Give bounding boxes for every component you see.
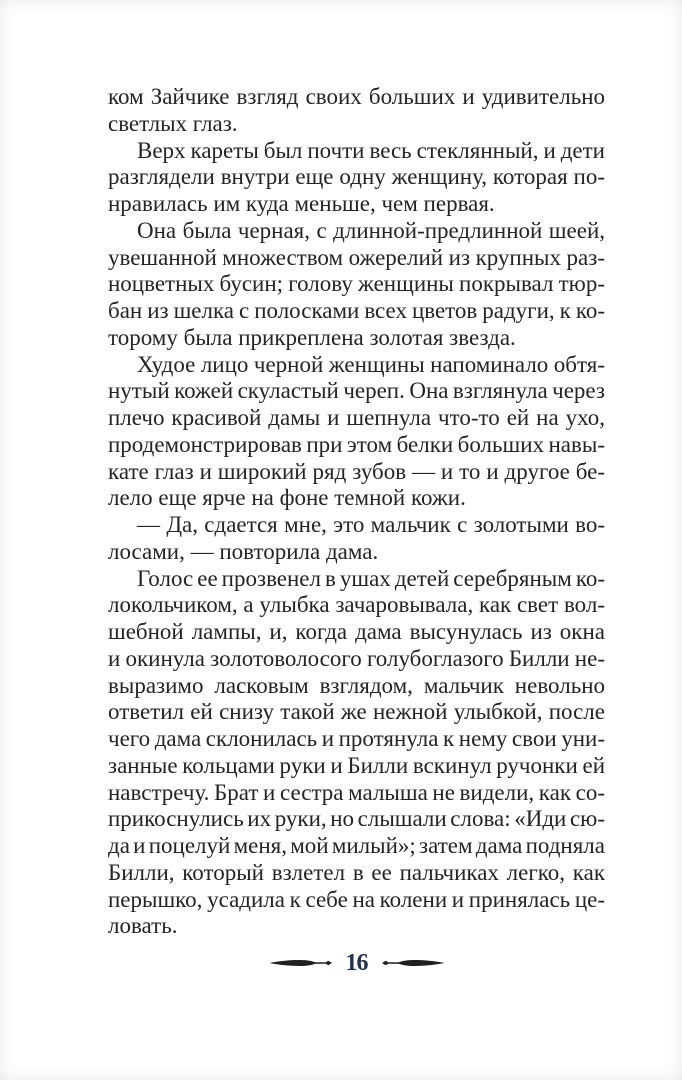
text-line: лосами, — повторила дама. (108, 538, 379, 564)
paragraph (108, 218, 605, 352)
paragraph (108, 138, 605, 218)
text-line: перышко, усадила к себе на колени и принялась це- (108, 886, 605, 912)
text-line: выразимо ласковым взглядом, мальчик невольно (108, 672, 605, 698)
text-line: Верх кареты был почти весь стеклянный, и дети (137, 137, 605, 163)
text-line: Голос ее прозвенел в ушах детей серебряным ко- (137, 565, 605, 591)
text-line: ноцветных бусин; голову женщины покрывал тюр- (108, 271, 605, 297)
text-line: ком Зайчике взгляд своих больших и удивительно (108, 84, 605, 109)
text-line: торому была прикреплена золотая звезда. (108, 324, 516, 350)
text-line: кате глаз и широкий ряд зубов — и то и другое бе- (108, 458, 605, 484)
footer-ornament-left-icon (269, 957, 333, 969)
paragraph (108, 512, 605, 566)
paragraph (108, 566, 605, 941)
text-line: занные кольцами руки и Билли вскинул ручонки ей (108, 752, 605, 778)
text-line: и окинула золотоволосого голубоглазого Билли не- (108, 645, 605, 671)
text-line: навстречу. Брат и сестра малыша не видели, как со- (108, 779, 605, 805)
text-line: увешанной множеством ожерелий из крупных раз- (108, 244, 605, 270)
text-line: ловать. (108, 913, 178, 939)
footer-ornament-right-icon (381, 957, 445, 969)
text-line: Билли, который взлетел в ее пальчиках легко, как (108, 859, 605, 885)
text-line: лело еще ярче на фоне темной кожи. (108, 485, 466, 511)
text-line: продемонстрировав при этом белки больших навы- (108, 431, 605, 457)
text-line: нутый кожей скуластый череп. Она взглянула через (108, 378, 605, 404)
text-line: прикоснулись их руки, но слышали слова: «Иди сю- (108, 806, 605, 832)
text-line: нравилась им куда меньше, чем первая. (108, 191, 495, 216)
text-line: локольчиком, а улыбка зачаровывала, как свет вол- (108, 592, 605, 618)
text-line: чего дама склонилась и протянула к нему свои уни- (108, 726, 605, 751)
text-line: ответил ей снизу такой же нежной улыбкой, после (108, 699, 605, 725)
text-line: — Да, сдается мне, это мальчик с золотыми во- (137, 512, 605, 537)
paragraph (108, 84, 605, 138)
text-line: Худое лицо черной женщины напоминало обтя- (137, 351, 605, 377)
text-line: разглядели внутри еще одну женщину, которая по- (108, 164, 605, 190)
page-footer (108, 948, 605, 978)
text-line: плечо красивой дамы и шепнула что-то ей на ухо, (108, 405, 605, 430)
text-line: Она была черная, с длинной-предлинной шеей, (137, 217, 605, 243)
page-number: 16 (345, 950, 368, 976)
paragraph (108, 352, 605, 513)
text-line: да и поцелуй меня, мой милый»; затем дама подняла (108, 833, 605, 858)
text-line: бан из шелка с полосками всех цветов радуги, к ко- (108, 298, 605, 323)
text-line: шебной лампы, и, когда дама высунулась из окна (108, 619, 605, 644)
text-line: светлых глаз. (108, 110, 238, 136)
body-text (108, 84, 605, 940)
